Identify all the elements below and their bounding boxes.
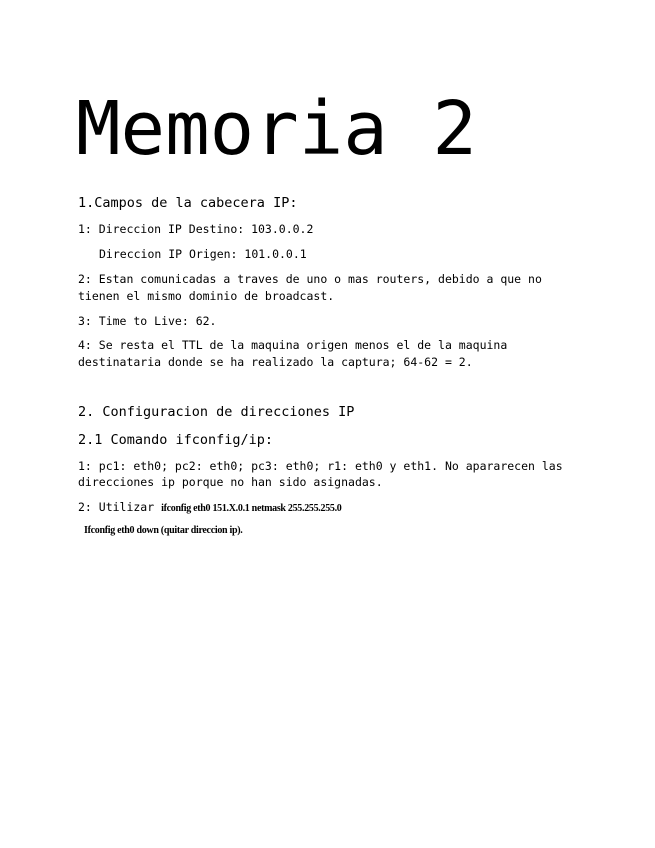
section-1-item-3: 3: Time to Live: 62. <box>78 314 217 328</box>
section-1-item-4-line-1: 4: Se resta el TTL de la maquina origen menos el de la maquina <box>78 338 508 352</box>
document-title: Memoria 2 <box>76 86 477 172</box>
section-1-item-1-origin: Direccion IP Origen: 101.0.0.1 <box>99 247 307 261</box>
section-2-item-1-line-1: 1: pc1: eth0; pc2: eth0; pc3: eth0; r1: eth0 y eth1. No apararecen las <box>78 459 563 473</box>
section-2-heading: 2. Configuracion de direcciones IP <box>78 404 355 420</box>
section-1-item-2-line-1: 2: Estan comunicadas a traves de uno o mas routers, debido a que no <box>78 272 542 286</box>
section-2-item-2-prefix: 2: Utilizar <box>78 500 155 514</box>
section-1-heading: 1.Campos de la cabecera IP: <box>78 195 298 211</box>
section-1-item-4-line-2: destinataria donde se ha realizado la captura; 64-62 = 2. <box>78 355 473 369</box>
section-1-item-2-line-2: tienen el mismo dominio de broadcast. <box>78 289 335 303</box>
ifconfig-command-text: ifconfig eth0 151.X.0.1 netmask 255.255.255.0 <box>161 503 342 514</box>
section-1-item-1-destination: 1: Direccion IP Destino: 103.0.0.2 <box>78 222 314 236</box>
section-2-item-2-line-2: Ifconfig eth0 down (quitar direccion ip). <box>84 525 243 536</box>
section-2-1-subheading: 2.1 Comando ifconfig/ip: <box>78 432 274 448</box>
section-2-item-1-line-2: direcciones ip porque no han sido asignadas. <box>78 475 383 489</box>
section-2-item-2-line-1 <box>78 499 342 517</box>
